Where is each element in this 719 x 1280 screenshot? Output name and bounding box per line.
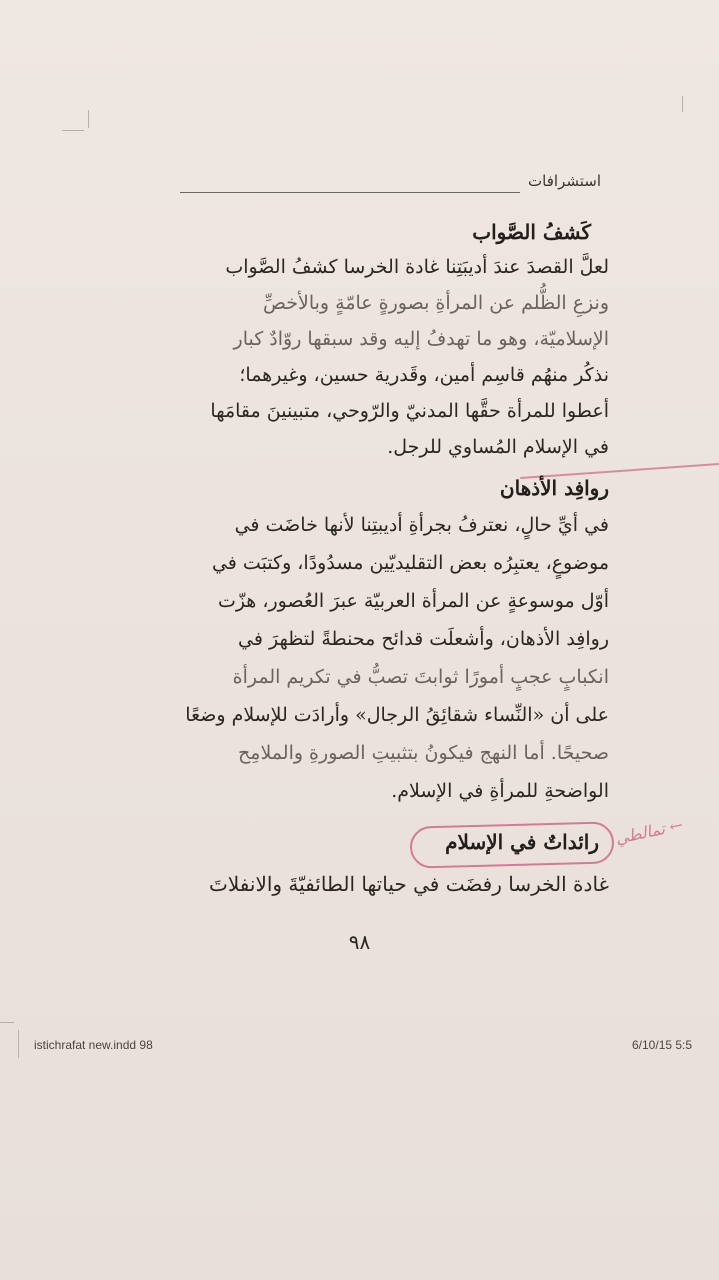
header-rule <box>180 192 520 193</box>
paragraph-line: صحيحًا. أما النهج فيكونُ بتثبيتِ الصورةِ والملامِح <box>238 742 609 764</box>
slug-date: 6/10/15 5:5 <box>632 1038 693 1052</box>
paragraph-line: في الإسلام المُساوي للرجل. <box>387 436 609 458</box>
paragraph-line: في أيِّ حالٍ، نعترفُ بجرأةِ أديبتِنا لأنها خاضَت في <box>234 514 609 536</box>
running-head: استشرافات <box>528 172 601 190</box>
section-heading-raidat: رائداتٌ في الإسلام <box>445 830 599 854</box>
paragraph-line: أعطوا للمرأة حقَّها المدنيّ والرّوحي، متبينينَ مقامَها <box>210 400 609 422</box>
handwritten-annotation: تمالطي ← <box>613 815 685 848</box>
paragraph-line: الواضحةِ للمرأةِ في الإسلام. <box>391 780 609 802</box>
paragraph-line: الإسلاميّة، وهو ما تهدفُ إليه وقد سبقها روّادٌ كبار <box>233 328 609 350</box>
crop-mark-bottom-left-horizontal <box>0 1022 14 1023</box>
paragraph-line: روافِد الأذهان، وأشعلَت قدائح محنطةً لتظهرَ في <box>238 628 609 650</box>
paragraph-line: موضوعٍ، يعتبِرُه بعض التقليديّين مسدُودًا، وكتبَت في <box>211 552 609 574</box>
paragraph-line: على أن «النِّساء شقائِقُ الرجال» وأرادَت للإسلام وضعًا <box>185 704 609 726</box>
slug-filename: istichrafat new.indd 98 <box>34 1038 153 1052</box>
crop-mark-left-horizontal <box>62 130 84 131</box>
paragraph-line: انكبابٍ عجبٍ أمورًا ثوابتَ تصبُّ في تكريم المرأة <box>232 666 609 688</box>
paragraph-line: غادة الخرسا رفضَت في حياتها الطائفيّةَ والانفلاتَ <box>209 872 609 896</box>
paragraph-line: لعلَّ القصدَ عندَ أديبَتِنا غادة الخرسا كشفُ الصَّواب <box>225 256 609 278</box>
section-heading-kashf: كَشفُ الصَّواب <box>472 220 591 244</box>
crop-mark-left <box>88 110 89 128</box>
paragraph-line: ونزعِ الظُّلم عن المرأةِ بصورةٍ عامّةٍ وبالأخصِّ <box>263 292 609 314</box>
paragraph-line: نذكُر منهُم قاسِم أمين، وقَدرية حسين، وغيرهما؛ <box>239 364 609 386</box>
page-number: ٩٨ <box>348 930 371 954</box>
crop-mark-bottom-left <box>18 1030 19 1058</box>
paragraph-line: أوّل موسوعةٍ عن المرأة العربيّة عبرَ العُصور، هزّت <box>217 590 609 612</box>
section-heading-rawafid: روافِد الأذهان <box>499 476 609 500</box>
crop-mark-right <box>682 96 683 112</box>
